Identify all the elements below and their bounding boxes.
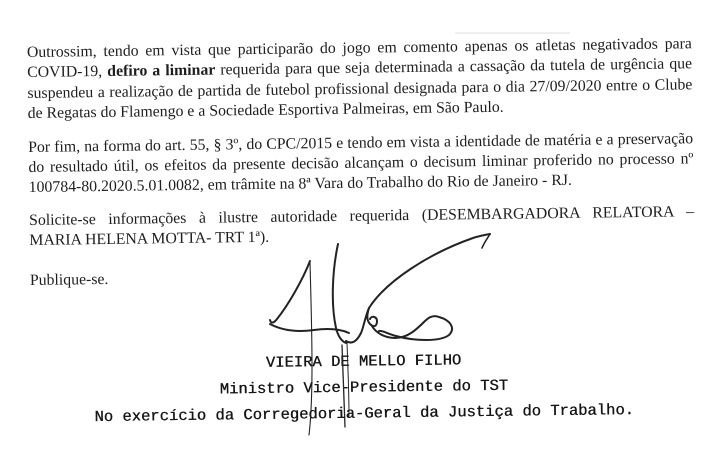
text-line: suspendeu a realização de partida de futebol profissional designada para o dia 27/09/2020 entre o Clube (27, 76, 693, 102)
text-line: Por fim, na forma do art. 55, § 3º, do CPC/2015 e tendo em vista a identidade de matéria e a preservação (28, 129, 694, 156)
paragraph-cpc-effects (28, 129, 694, 199)
text-line: Solicite-se informações à ilustre autoridade requerida (DESEMBARGADORA RELATORA – (28, 203, 695, 229)
signatory-block (31, 344, 697, 431)
paragraph-information-request (29, 202, 694, 252)
document-body (26, 0, 697, 431)
paragraph-liminar-decision (27, 34, 693, 124)
text-line: do resultado útil, os efeitos da presente decisão alcançam o decisum liminar proferido no processo nº (28, 150, 694, 177)
text-line: 100784-80.2020.5.01.0082, em trâmite na 8ª Vara do Trabalho do Rio de Janeiro - RJ. (28, 172, 573, 197)
text-line: Outrossim, tendo em vista que participarão do jogo em comento apenas os atletas negativados para (26, 35, 692, 61)
signatory-name: VIEIRA DE MELLO FILHO (265, 351, 462, 372)
bold-text-defiro-a-liminar: defiro a liminar (107, 61, 216, 81)
signatory-role: No exercício da Corregedoria-Geral da Justiça do Trabalho. (94, 401, 635, 427)
text-segment: COVID-19, (27, 63, 108, 82)
text-segment: requerida para que seja determinada a cassação da tutela de urgência que (215, 55, 693, 79)
signatory-title: Ministro Vice-Presidente do TST (219, 376, 509, 399)
text-line: MARIA HELENA MOTTA- TRT 1ª). (29, 229, 270, 250)
publish-order: Publique-se. (29, 270, 109, 289)
text-line: de Regatas do Flamengo e a Sociedade Esportiva Palmeiras, em São Paulo. (27, 98, 504, 123)
